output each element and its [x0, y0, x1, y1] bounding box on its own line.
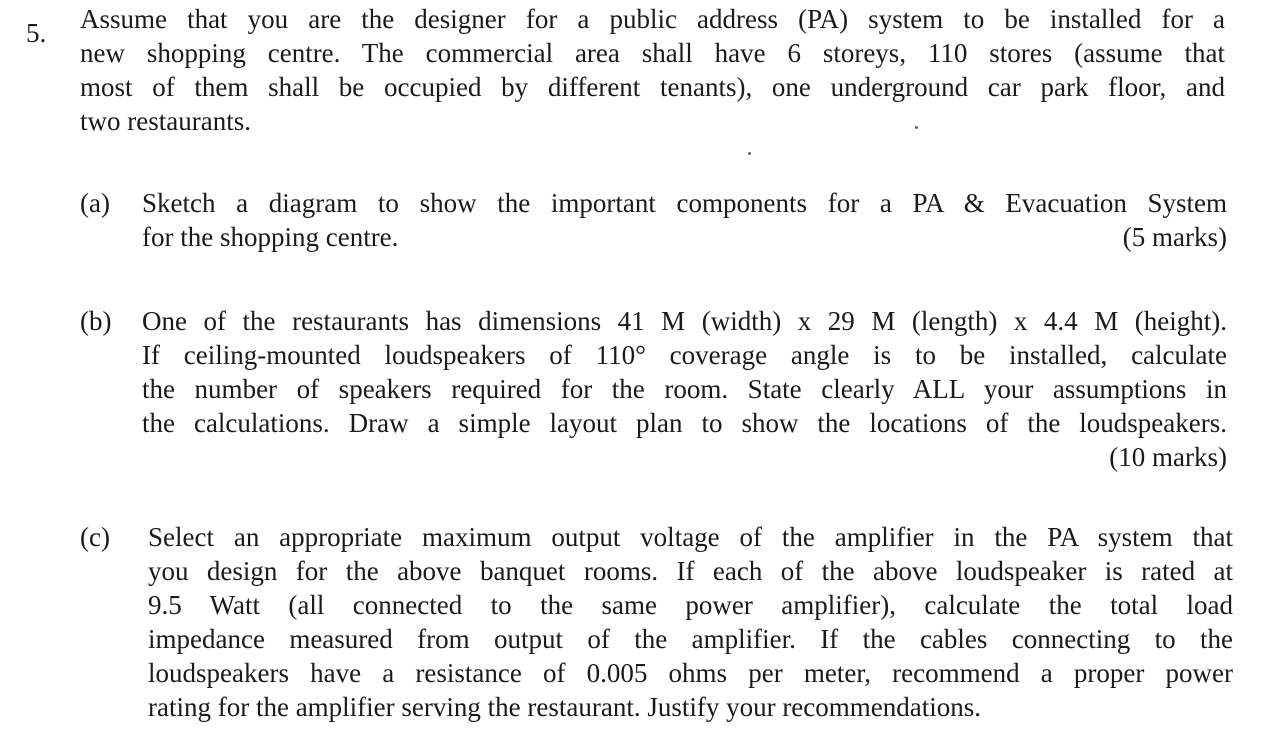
part-b-line: If ceiling-mounted loudspeakers of 110° coverage angle is to be installed, calculate: [142, 340, 1227, 370]
part-c-line: 9.5 Watt (all connected to the same power amplifier), calculate the total load: [148, 590, 1233, 620]
part-c-label: (c): [80, 522, 110, 552]
part-c-body: [148, 520, 1233, 724]
part-b-label: (b): [80, 306, 112, 336]
part-c-line: rating for the amplifier serving the restaurant. Justify your recommendations.: [148, 692, 982, 722]
stem-line: Assume that you are the designer for a public address (PA) system to be installed for a: [80, 4, 1225, 34]
part-a-body: [142, 186, 1227, 254]
part-c-line: Select an appropriate maximum output voltage of the amplifier in the PA system that: [148, 522, 1233, 552]
part-b-marks: (10 marks): [1109, 442, 1227, 472]
scan-speck: [915, 126, 918, 129]
question-number: 5.: [26, 18, 47, 48]
part-a: [80, 186, 1227, 266]
stem-line: new shopping centre. The commercial area shall have 6 storeys, 110 stores (assume that: [80, 38, 1225, 68]
part-b-body: [142, 304, 1227, 474]
part-a-line: for the shopping centre.: [142, 222, 399, 252]
part-a-label: (a): [80, 188, 110, 218]
question-stem: [80, 2, 1225, 138]
part-c-line: loudspeakers have a resistance of 0.005 ohms per meter, recommend a proper power: [148, 658, 1233, 688]
part-b-line: the number of speakers required for the room. State clearly ALL your assumptions in: [142, 374, 1227, 404]
part-b-line: the calculations. Draw a simple layout plan to show the locations of the loudspeakers.: [142, 408, 1227, 438]
part-c-line: impedance measured from output of the amplifier. If the cables connecting to the: [148, 624, 1233, 654]
part-b: [80, 304, 1227, 484]
part-b-line: One of the restaurants has dimensions 41 M (width) x 29 M (length) x 4.4 M (height).: [142, 306, 1227, 336]
part-c: [80, 520, 1233, 748]
part-a-line: Sketch a diagram to show the important components for a PA & Evacuation System: [142, 188, 1227, 218]
stem-line: two restaurants.: [80, 106, 251, 136]
scan-speck: [748, 152, 751, 155]
part-a-marks: (5 marks): [1122, 222, 1227, 252]
part-c-line: you design for the above banquet rooms. If each of the above loudspeaker is rated at: [148, 556, 1233, 586]
stem-line: most of them shall be occupied by different tenants), one underground car park floor, and: [80, 72, 1225, 102]
